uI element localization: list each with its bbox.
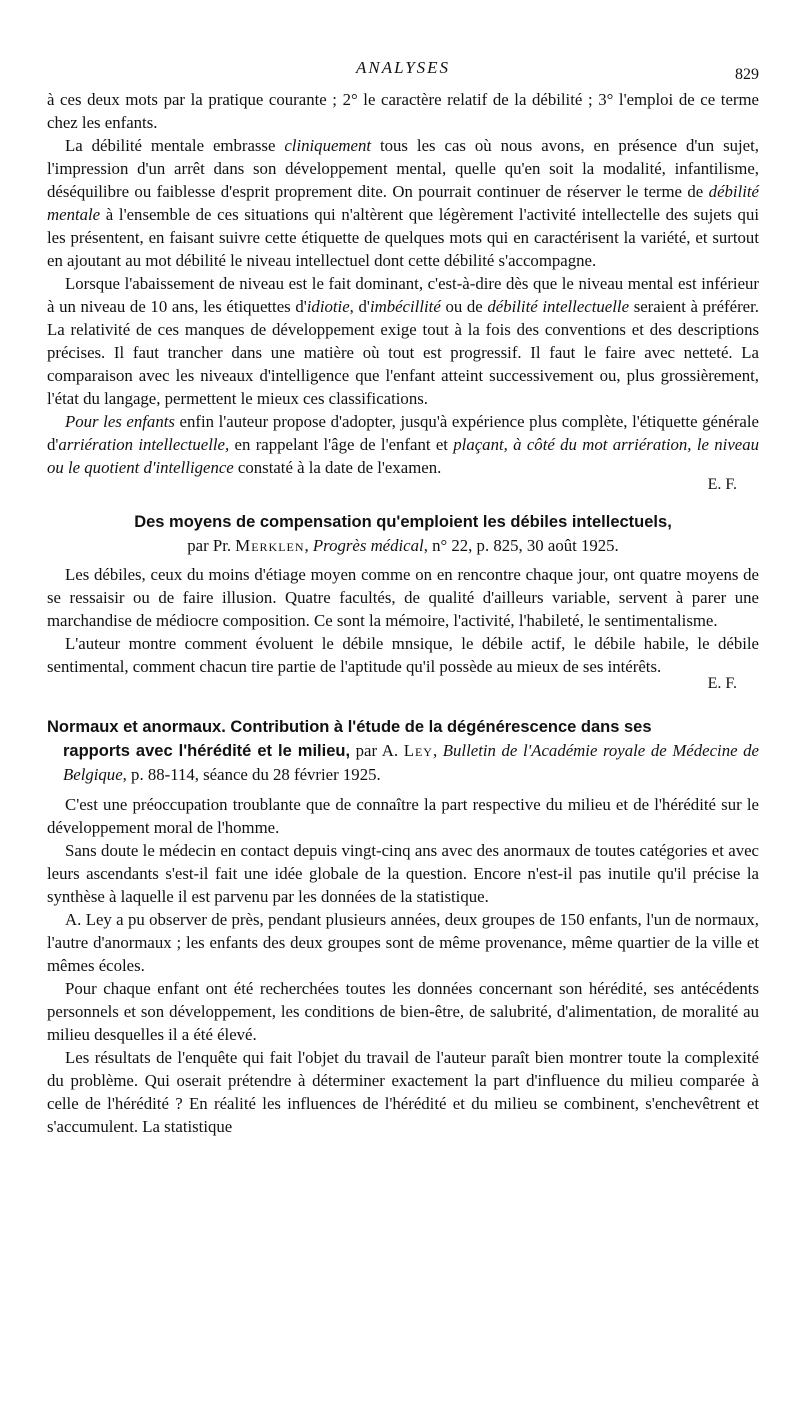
article-title: Normaux et anormaux. Contribution à l'étude de la dégénérescence dans ses [47, 718, 652, 736]
text: par A. [350, 741, 404, 760]
italic-text: débilité intellectuelle [487, 297, 630, 316]
paragraph: Pour chaque enfant ont été recherchées toutes les données concernant son hérédité, ses antécédents personnels et son développement, les conditions de bien-être, de salubrité, d'alimentation, de moralité au milieu desquelles il a été élevé. [47, 979, 759, 1044]
journal-name: Progrès médical [312, 536, 424, 555]
paragraph: Les résultats de l'enquête qui fait l'objet du travail de l'auteur paraît bien montrer toute la complexité du problème. Qui oserait prétendre à déterminer exactement la part d'influence du milieu comparée à celle de l'hérédité ? En réalité les influences de l'hérédité et du milieu se combinent, s'enchevêtrent et s'accumulent. La statistique [47, 1048, 759, 1136]
italic-text: Pour les enfants [65, 412, 175, 431]
italic-text: plaçant, à côté du mot arriération, le niveau ou le quotient d'intelligence [47, 435, 759, 477]
text: tous les cas où nous avons, en présence d'un sujet, l'impression d'un arrêt dans son développement mental, quelle qu'en soit la modalité, infantilisme, déséquilibre ou faiblesse d'esprit proprement dite. On pourrait continuer de réserver le terme de [47, 136, 759, 201]
italic-text: idiotie [306, 297, 350, 316]
text: en rappelant l'âge de l'enfant et [229, 435, 454, 454]
text: ou de [440, 297, 488, 316]
article-title-continued [47, 739, 759, 787]
text: , n° 22, p. 825, 30 août 1925. [423, 536, 619, 555]
signature: E. F. [707, 476, 737, 493]
page-number: 829 [735, 66, 759, 83]
paragraph [47, 272, 759, 410]
text: La débilité mentale embrasse [65, 136, 285, 155]
paragraph: L'auteur montre comment évoluent le débile mnsique, le débile actif, le débile habile, le débile sentimental, comment chacun tire partie de l'aptitude qu'il possède au mieux de ses intérêts. [47, 634, 759, 676]
signature: E. F. [707, 675, 737, 692]
text: Lorsque l'abaissement de niveau est le fait dominant, c'est-à-dire dès que le niveau mental est inférieur à un niveau de 10 ans, les étiquettes d' [47, 274, 759, 316]
article-3 [47, 716, 759, 1138]
running-title: ANALYSES [355, 58, 451, 77]
byline [47, 534, 759, 557]
journal-name: Bulletin de l'Académie royale de Médecine de Belgique [63, 741, 759, 784]
paragraph: A. Ley a pu observer de près, pendant plusieurs années, deux groupes de 150 enfants, l'un de normaux, l'autre d'anormaux ; les enfants des deux groupes sont de même provenance, même quartier de la ville et mêmes écoles. [47, 910, 759, 975]
article-heading [47, 716, 759, 787]
article-2 [47, 511, 759, 694]
paragraph: C'est une préoccupation troublante que de connaître la part respective du milieu et de l'hérédité sur le développement moral de l'homme. [47, 795, 759, 837]
article-1 [47, 88, 759, 495]
author-name: Ley [403, 741, 433, 760]
page [47, 58, 759, 1138]
text: par Pr. [187, 536, 236, 555]
text: seraient à préférer. La relativité de ces manques de développement exige tout à la fois des conventions et des descriptions précises. Il faut trancher dans une matière où tout est progressif. Il faut le faire avec netteté. La comparaison avec les niveaux d'intelligence que l'enfant atteint successivement ou, plus grossièrement, l'état du langage, permettent le mieux ces classifications. [47, 297, 759, 408]
text: enfin l'auteur propose d'adopter, jusqu'à expérience plus complète, l'étiquette générale d' [47, 412, 759, 454]
text: , d' [349, 297, 370, 316]
article-heading [47, 511, 759, 557]
text: rapports avec l'hérédité et le milieu, [63, 742, 351, 760]
author-name: Merklen [235, 536, 305, 555]
italic-text: cliniquement [284, 136, 372, 155]
italic-text: imbécillité [369, 297, 441, 316]
text: à l'ensemble de ces situations qui n'altèrent que légèrement l'activité intellectelle des sujets qui les présentent, en faisant suivre cette étiquette de quelques mots qui en caractérisent la variété, et surtout en ajoutant au mot débilité le niveau intellectuel dont cette débilité s'accompagne. [47, 205, 759, 270]
paragraph: à ces deux mots par la pratique courante ; 2° le caractère relatif de la débilité ; 3° l'emploi de ce terme chez les enfants. [47, 90, 759, 132]
article-title: Des moyens de compensation qu'emploient les débiles intellectuels, [134, 513, 672, 531]
paragraph [47, 134, 759, 272]
text: , p. 88-114, séance du 28 février 1925. [122, 765, 381, 784]
italic-text: arriération intellectuelle, [58, 435, 230, 454]
text: , [432, 741, 443, 760]
text: constaté à la date de l'examen. [233, 458, 442, 477]
running-head [47, 58, 759, 88]
paragraph [47, 410, 759, 479]
text: , [304, 536, 313, 555]
italic-text: débilité mentale [47, 182, 759, 224]
paragraph: Sans doute le médecin en contact depuis vingt-cinq ans avec des anormaux de toutes catégories et avec leurs ascendants s'est-il fait une idée globale de la question. Encore n'est-il pas inutile qu'il précise la synthèse à laquelle il est parvenu par les données de la statistique. [47, 841, 759, 906]
paragraph: Les débiles, ceux du moins d'étiage moyen comme on en rencontre chaque jour, ont quatre moyens de se ressaisir ou de faire illusion. Quatre facultés, de qualité d'ailleurs variable, servent à parer une marchandise de médiocre composition. Ce sont la mémoire, l'activité, l'habileté, le sentimentalisme. [47, 565, 759, 630]
